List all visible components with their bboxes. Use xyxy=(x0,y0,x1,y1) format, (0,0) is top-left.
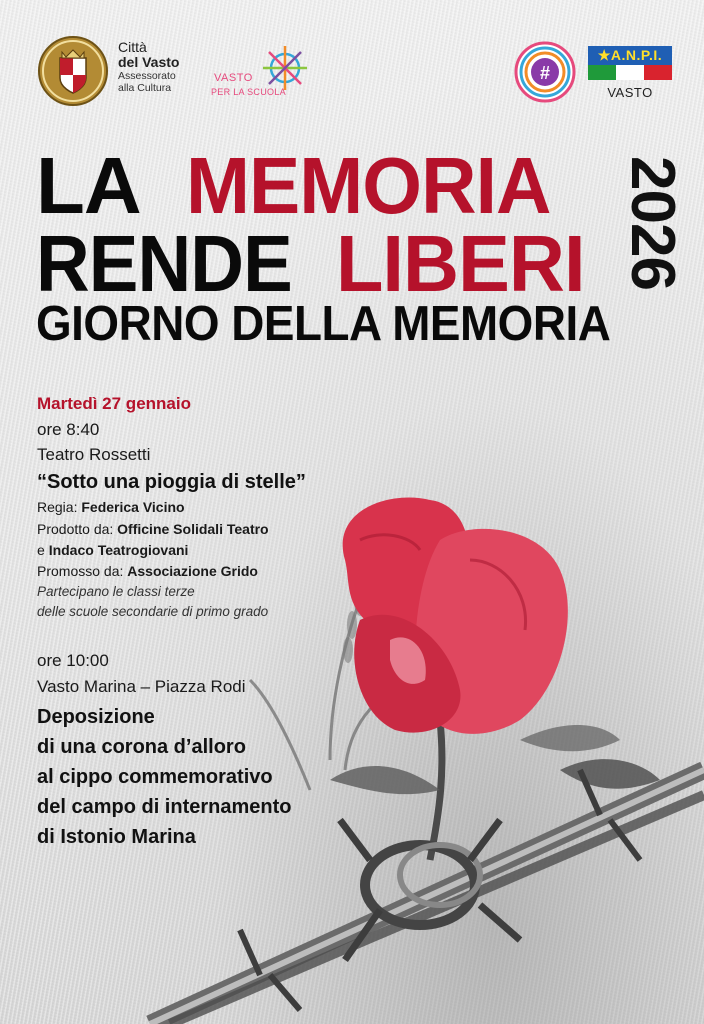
city-dept-line2: alla Cultura xyxy=(118,82,172,94)
event1-prod-and: e xyxy=(37,542,49,558)
event1-prod-value1: Officine Solidali Teatro xyxy=(117,521,269,537)
hashtag-circle-icon xyxy=(513,40,577,104)
event2-place: Vasto Marina – Piazza Rodi xyxy=(37,677,246,696)
event1-note-line2: delle scuole secondarie di primo grado xyxy=(37,604,269,619)
event1-prom-label: Promosso da: xyxy=(37,563,128,579)
title-line1-black: LA xyxy=(36,141,141,230)
title-line2-black: RENDE xyxy=(36,219,292,308)
event1-regia-label: Regia: xyxy=(37,499,82,515)
event1-place: Teatro Rossetti xyxy=(37,445,151,464)
event1-date: Martedì 27 gennaio xyxy=(37,394,191,413)
city-name-line2: del Vasto xyxy=(118,54,180,70)
city-dept-line1: Assessorato xyxy=(118,70,176,82)
title-year-block xyxy=(618,146,687,300)
anpi-tricolore xyxy=(588,65,672,80)
event1-regia-value: Federica Vicino xyxy=(81,499,185,515)
event1-time: ore 8:40 xyxy=(37,420,100,439)
event1-promoter xyxy=(37,563,258,579)
event2-desc-line1: Deposizione xyxy=(37,706,155,728)
event1-regia xyxy=(37,499,185,515)
school-logo-subtitle: PER LA SCUOLA xyxy=(211,87,286,97)
school-logo-title: VASTO xyxy=(214,72,253,84)
event1-prom-value: Associazione Grido xyxy=(127,563,258,579)
event2-desc-line2: di una corona d’alloro xyxy=(37,736,246,758)
title-line3: GIORNO DELLA MEMORIA xyxy=(36,297,611,351)
anpi-flag-icon xyxy=(588,46,672,84)
title-year: 2026 xyxy=(618,156,687,290)
event2-time: ore 10:00 xyxy=(37,651,109,670)
anpi-city: VASTO xyxy=(607,85,653,100)
city-name-line1: Città xyxy=(118,39,147,55)
anpi-label: ★A.N.P.I. xyxy=(588,46,672,65)
event1-prod-label: Prodotto da: xyxy=(37,521,118,537)
event1-producer-line2 xyxy=(37,542,188,558)
title-line1-red: MEMORIA xyxy=(186,141,551,230)
event1-show-title: “Sotto una pioggia di stelle” xyxy=(37,471,306,493)
city-crest-icon xyxy=(38,36,108,106)
event1-producer-line1 xyxy=(37,521,269,537)
event2-desc-line4: del campo di internamento xyxy=(37,796,292,818)
event1-prod-value2: Indaco Teatrogiovani xyxy=(48,542,189,558)
event2-desc-line5: di Istonio Marina xyxy=(37,826,196,848)
event2-desc-line3: al cippo commemorativo xyxy=(37,766,273,788)
title-line2-red: LIBERI xyxy=(336,219,585,308)
svg-text:#: # xyxy=(539,63,551,83)
event1-note-line1: Partecipano le classi terze xyxy=(37,584,195,599)
